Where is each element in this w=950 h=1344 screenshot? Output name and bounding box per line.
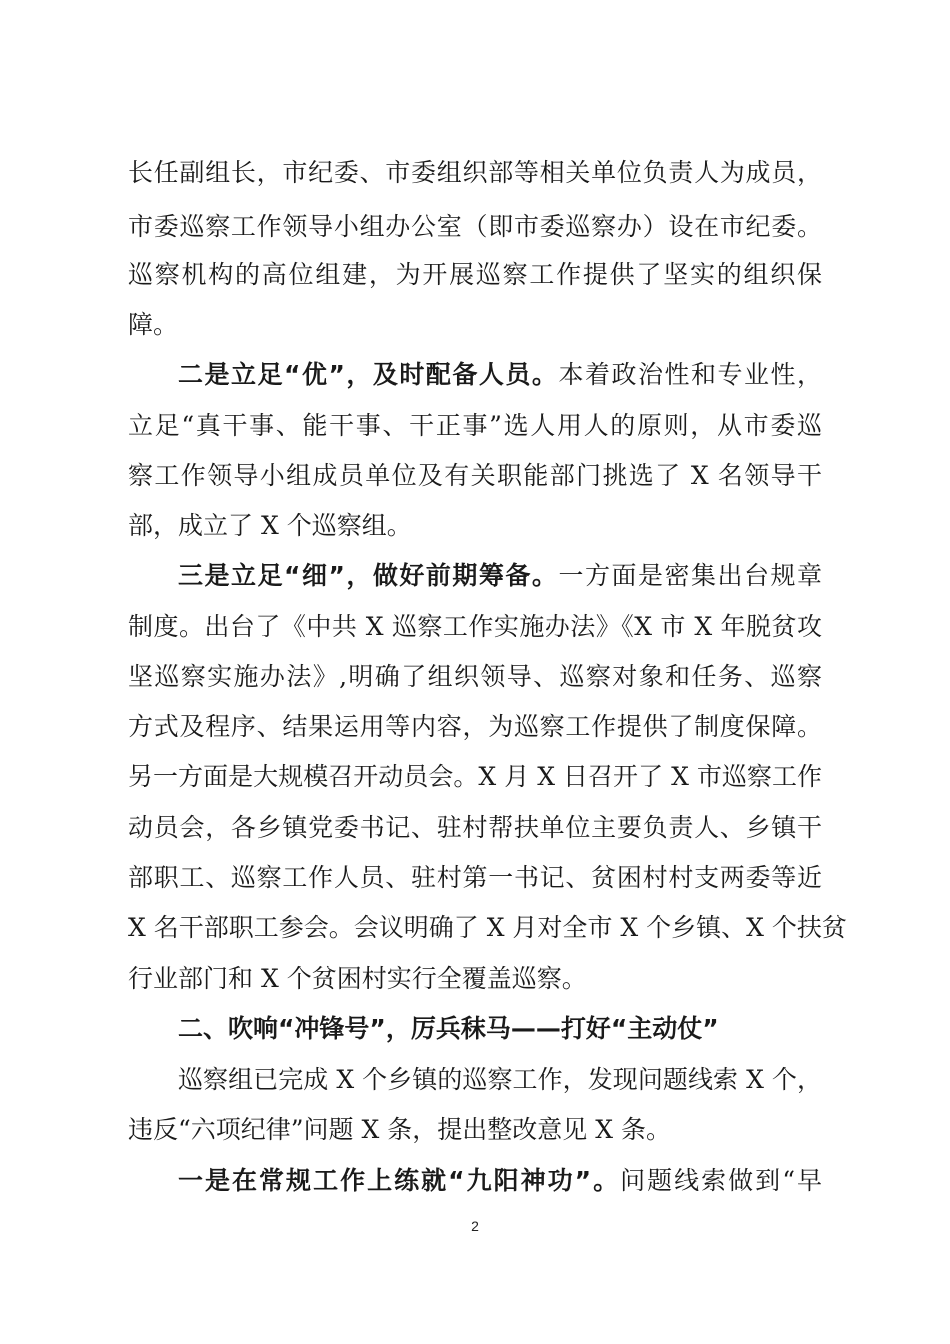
body-line-14: [128, 804, 822, 852]
line-text: 行业部门和 X 个贫困村实行全覆盖巡察。: [128, 964, 587, 993]
body-line-6: [128, 402, 822, 450]
line-text: 方式及程序、结果运用等内容，为巡察工作提供了制度保障。: [128, 712, 822, 741]
paragraph-lead-bold: 一是在常规工作上练就“九阳神功”。: [178, 1166, 621, 1195]
body-line-7: [128, 452, 822, 500]
line-text: 立足“真干事、能干事、干正事”选人用人的原则，从市委巡: [128, 411, 822, 440]
page-number: 2: [471, 1218, 479, 1234]
line-text: 巡察组已完成 X 个乡镇的巡察工作，发现问题线索 X 个，: [178, 1065, 822, 1094]
paragraph-5-start: [178, 1056, 822, 1104]
body-line-15: [128, 854, 822, 902]
body-line-3: [128, 251, 822, 299]
body-line-13: [128, 753, 822, 801]
line-text: 部职工、巡察工作人员、驻村第一书记、贫困村村支两委等近: [128, 863, 822, 892]
body-line-11: [128, 653, 822, 701]
paragraph-3-start: [178, 552, 822, 600]
body-line-8: [128, 502, 822, 550]
body-line-17: [128, 955, 822, 1003]
line-text: 坚巡察实施办法》,明确了组织领导、巡察对象和任务、巡察: [128, 662, 822, 691]
line-text: 动员会，各乡镇党委书记、驻村帮扶单位主要负责人、乡镇干: [128, 813, 822, 842]
section-heading: [178, 1005, 822, 1053]
line-text: 长任副组长，市纪委、市委组织部等相关单位负责人为成员，: [128, 158, 822, 187]
body-line-10: [128, 603, 822, 651]
body-line-1: [128, 149, 822, 197]
paragraph-lead-bold: 三是立足“细”，做好前期筹备。: [178, 561, 559, 590]
line-text: X 名干部职工参会。会议明确了 X 月对全市 X 个乡镇、X 个扶贫: [128, 913, 847, 942]
paragraph-lead-bold: 二是立足“优”，及时配备人员。: [178, 360, 559, 389]
section-heading-text: 二、吹响“冲锋号”，厉兵秣马——打好“主动仗”: [178, 1014, 719, 1043]
line-text: 障。: [128, 310, 179, 339]
body-line-2: [128, 203, 822, 251]
paragraph-2-start: [178, 351, 822, 399]
body-line-12: [128, 703, 822, 751]
paragraph-6-start: [178, 1157, 822, 1205]
line-text: 本着政治性和专业性，: [558, 360, 822, 389]
body-line-16: [128, 904, 847, 952]
body-line-20: [128, 1106, 822, 1154]
line-text: 另一方面是大规模召开动员会。X 月 X 日召开了 X 市巡察工作: [128, 762, 822, 791]
line-text: 一方面是密集出台规章: [558, 561, 822, 590]
line-text: 违反“六项纪律”问题 X 条，提出整改意见 X 条。: [128, 1115, 671, 1144]
line-text: 察工作领导小组成员单位及有关职能部门挑选了 X 名领导干: [128, 461, 822, 490]
line-text: 问题线索做到“早: [620, 1166, 822, 1195]
line-text: 巡察机构的高位组建，为开展巡察工作提供了坚实的组织保: [128, 260, 822, 289]
line-text: 市委巡察工作领导小组办公室（即市委巡察办）设在市纪委。: [128, 212, 822, 241]
line-text: 部，成立了 X 个巡察组。: [128, 511, 412, 540]
body-line-4: [128, 301, 822, 349]
line-text: 制度。出台了《中共 X 巡察工作实施办法》《X 市 X 年脱贫攻: [128, 612, 822, 641]
